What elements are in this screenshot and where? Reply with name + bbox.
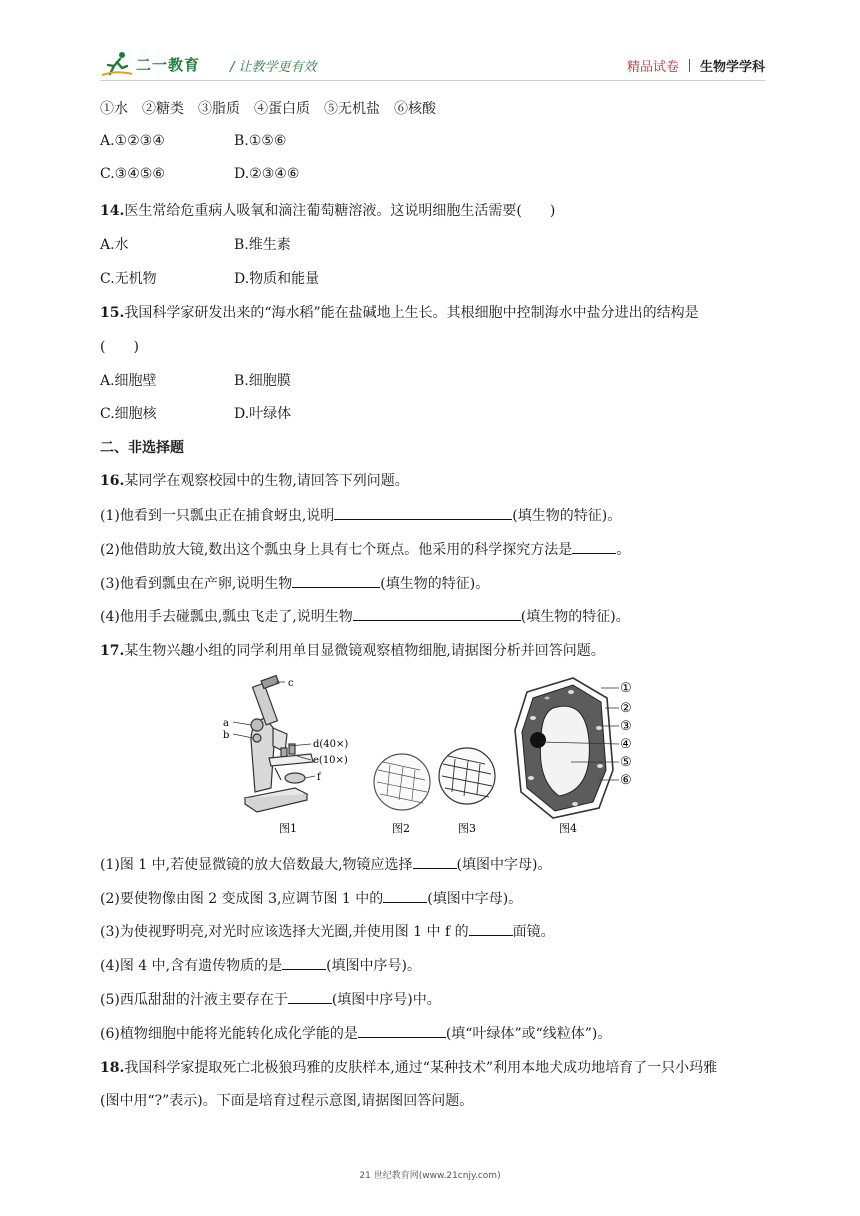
caption-fig3: 图3 — [458, 822, 476, 835]
q17-part3 — [100, 921, 555, 941]
header-divider — [689, 59, 690, 72]
label-e: e(10×) — [313, 755, 348, 766]
label-a: a — [223, 718, 229, 729]
answer-blank[interactable] — [413, 855, 457, 869]
q15-stem — [100, 302, 699, 322]
header-right — [627, 56, 765, 75]
q15-number: 15. — [100, 305, 125, 321]
q15-options-row2 — [100, 403, 291, 423]
answer-blank[interactable] — [353, 607, 521, 621]
q15-option-c: C.细胞核 — [100, 406, 157, 422]
q15-paren: ( ) — [100, 339, 139, 355]
fig2-view — [374, 754, 430, 810]
label-c: c — [288, 678, 294, 689]
slogan: / 让教学更有效 — [230, 60, 317, 75]
q16-4-tail: (填生物的特征)。 — [520, 609, 630, 625]
q14-option-a: A.水 — [100, 237, 129, 253]
q13-option-c: C.③④⑤⑥ — [100, 166, 165, 182]
answer-blank[interactable] — [572, 540, 616, 554]
q17-5-tail: (填图中序号)中。 — [331, 992, 441, 1008]
q13-options-row1 — [100, 133, 286, 149]
q15-option-b: B.细胞膜 — [234, 373, 291, 389]
label-1: ① — [620, 681, 632, 696]
q13-option-b: B.①⑤⑥ — [234, 133, 287, 149]
q17-number: 17. — [100, 643, 125, 659]
q15-options-row1 — [100, 370, 291, 390]
page-footer: 21 世纪教育网(www.21cnjy.com) — [359, 1171, 501, 1181]
fig4-plant-cell — [515, 678, 613, 818]
q16-1-tail: (填生物的特征)。 — [512, 508, 622, 524]
label-f: f — [317, 772, 321, 783]
brand-label: 精品试卷 — [626, 60, 679, 75]
q14-option-b: B.维生素 — [234, 237, 291, 253]
q16-text: 某同学在观察校园中的生物,请回答下列问题。 — [124, 473, 409, 489]
q14-text: 医生常给危重病人吸氧和滴注葡萄糖溶液。这说明细胞生活需要( ) — [124, 203, 556, 219]
q16-number: 16. — [100, 473, 125, 489]
q17-5-text: (5)西瓜甜甜的汁液主要存在于 — [100, 992, 288, 1008]
q17-text: 某生物兴趣小组的同学利用单目显微镜观察植物细胞,请据图分析并回答问题。 — [124, 643, 605, 659]
q17-1-text: (1)图 1 中,若使显微镜的放大倍数最大,物镜应选择 — [100, 857, 413, 873]
q17-2-text: (2)要使物像由图 2 变成图 3,应调节图 1 中的 — [100, 891, 384, 907]
q18-stem-line2: (图中用“?”表示)。下面是培育过程示意图,请据图回答问题。 — [100, 1093, 474, 1109]
header-rule — [100, 80, 765, 81]
label-4: ④ — [620, 737, 632, 752]
answer-blank[interactable] — [292, 574, 380, 588]
microscope-cell-figure — [215, 670, 655, 840]
q16-stem — [100, 470, 409, 490]
page-header — [100, 50, 765, 80]
q13-items: ①水 ②糖类 ③脂质 ④蛋白质 ⑤无机盐 ⑥核酸 — [100, 101, 436, 117]
q17-stem — [100, 640, 605, 660]
q16-1-text: (1)他看到一只瓢虫正在捕食蚜虫,说明 — [100, 508, 335, 524]
q16-2-text: (2)他借助放大镜,数出这个瓢虫身上具有七个斑点。他采用的科学探究方法是 — [100, 542, 573, 558]
answer-blank[interactable] — [358, 1024, 446, 1038]
caption-fig1: 图1 — [279, 822, 297, 835]
answer-blank[interactable] — [282, 956, 326, 970]
q16-3-tail: (填生物的特征)。 — [380, 576, 490, 592]
label-3: ③ — [620, 719, 632, 734]
answer-blank[interactable] — [334, 506, 512, 520]
q17-1-tail: (填图中字母)。 — [456, 857, 552, 873]
subject-label: 生物学学科 — [699, 60, 765, 75]
logo-text: 二一教育 — [136, 55, 201, 74]
q16-part2 — [100, 539, 630, 559]
label-b: b — [223, 730, 230, 741]
q15-option-d: D.叶绿体 — [234, 406, 292, 422]
q17-4-tail: (填图中序号)。 — [326, 958, 422, 974]
q17-part2 — [100, 888, 522, 908]
q16-part1 — [100, 505, 621, 525]
q17-part1 — [100, 854, 551, 874]
q13-option-a: A.①②③④ — [100, 133, 165, 149]
q14-number: 14. — [100, 203, 125, 219]
logo — [100, 50, 200, 78]
q16-3-text: (3)他看到瓢虫在产卵,说明生物 — [100, 576, 293, 592]
q17-part6 — [100, 1023, 611, 1043]
q17-3-text: (3)为使视野明亮,对光时应该选择大光圈,并使用图 1 中 f 的 — [100, 924, 469, 940]
answer-blank[interactable] — [469, 922, 513, 936]
q17-3-tail: 面镜。 — [512, 924, 555, 940]
label-6: ⑥ — [620, 773, 632, 788]
q17-2-tail: (填图中字母)。 — [427, 891, 523, 907]
q14-options-row2 — [100, 268, 319, 288]
label-d: d(40×) — [313, 739, 349, 750]
q16-part4 — [100, 606, 630, 626]
answer-blank[interactable] — [288, 990, 332, 1004]
q17-6-tail: (填“叶绿体”或“线粒体”)。 — [445, 1026, 612, 1042]
q13-options-row2 — [100, 166, 299, 182]
label-5: ⑤ — [620, 755, 632, 770]
section-heading: 二、非选择题 — [100, 440, 184, 456]
q13-option-d: D.②③④⑥ — [234, 166, 300, 182]
q14-option-d: D.物质和能量 — [234, 271, 320, 287]
q14-options-row1 — [100, 234, 291, 254]
answer-blank[interactable] — [383, 889, 427, 903]
q14-stem — [100, 200, 555, 220]
q17-6-text: (6)植物细胞中能将光能转化成化学能的是 — [100, 1026, 358, 1042]
q15-text: 我国科学家研发出来的“海水稻”能在盐碱地上生长。其根细胞中控制海水中盐分进出的结构是 — [124, 305, 699, 321]
q15-option-a: A.细胞壁 — [100, 373, 157, 389]
q14-option-c: C.无机物 — [100, 271, 157, 287]
label-2: ② — [620, 701, 632, 716]
q17-part5 — [100, 989, 441, 1009]
fig3-view — [439, 748, 495, 804]
q16-part3 — [100, 573, 489, 593]
q18-stem-line1 — [100, 1057, 717, 1077]
q16-4-text: (4)他用手去碰瓢虫,瓢虫飞走了,说明生物 — [100, 609, 353, 625]
q18-number: 18. — [100, 1060, 125, 1076]
runner-logo-icon — [100, 50, 134, 78]
q16-2-tail: 。 — [616, 542, 631, 558]
q18-text-1: 我国科学家提取死亡北极狼玛雅的皮肤样本,通过“某种技术”利用本地犬成功地培育了一只小玛雅 — [124, 1060, 718, 1076]
caption-fig2: 图2 — [392, 822, 410, 835]
q17-4-text: (4)图 4 中,含有遗传物质的是 — [100, 958, 283, 974]
microscope-drawing — [245, 676, 313, 812]
q17-part4 — [100, 955, 421, 975]
caption-fig4: 图4 — [559, 822, 577, 835]
